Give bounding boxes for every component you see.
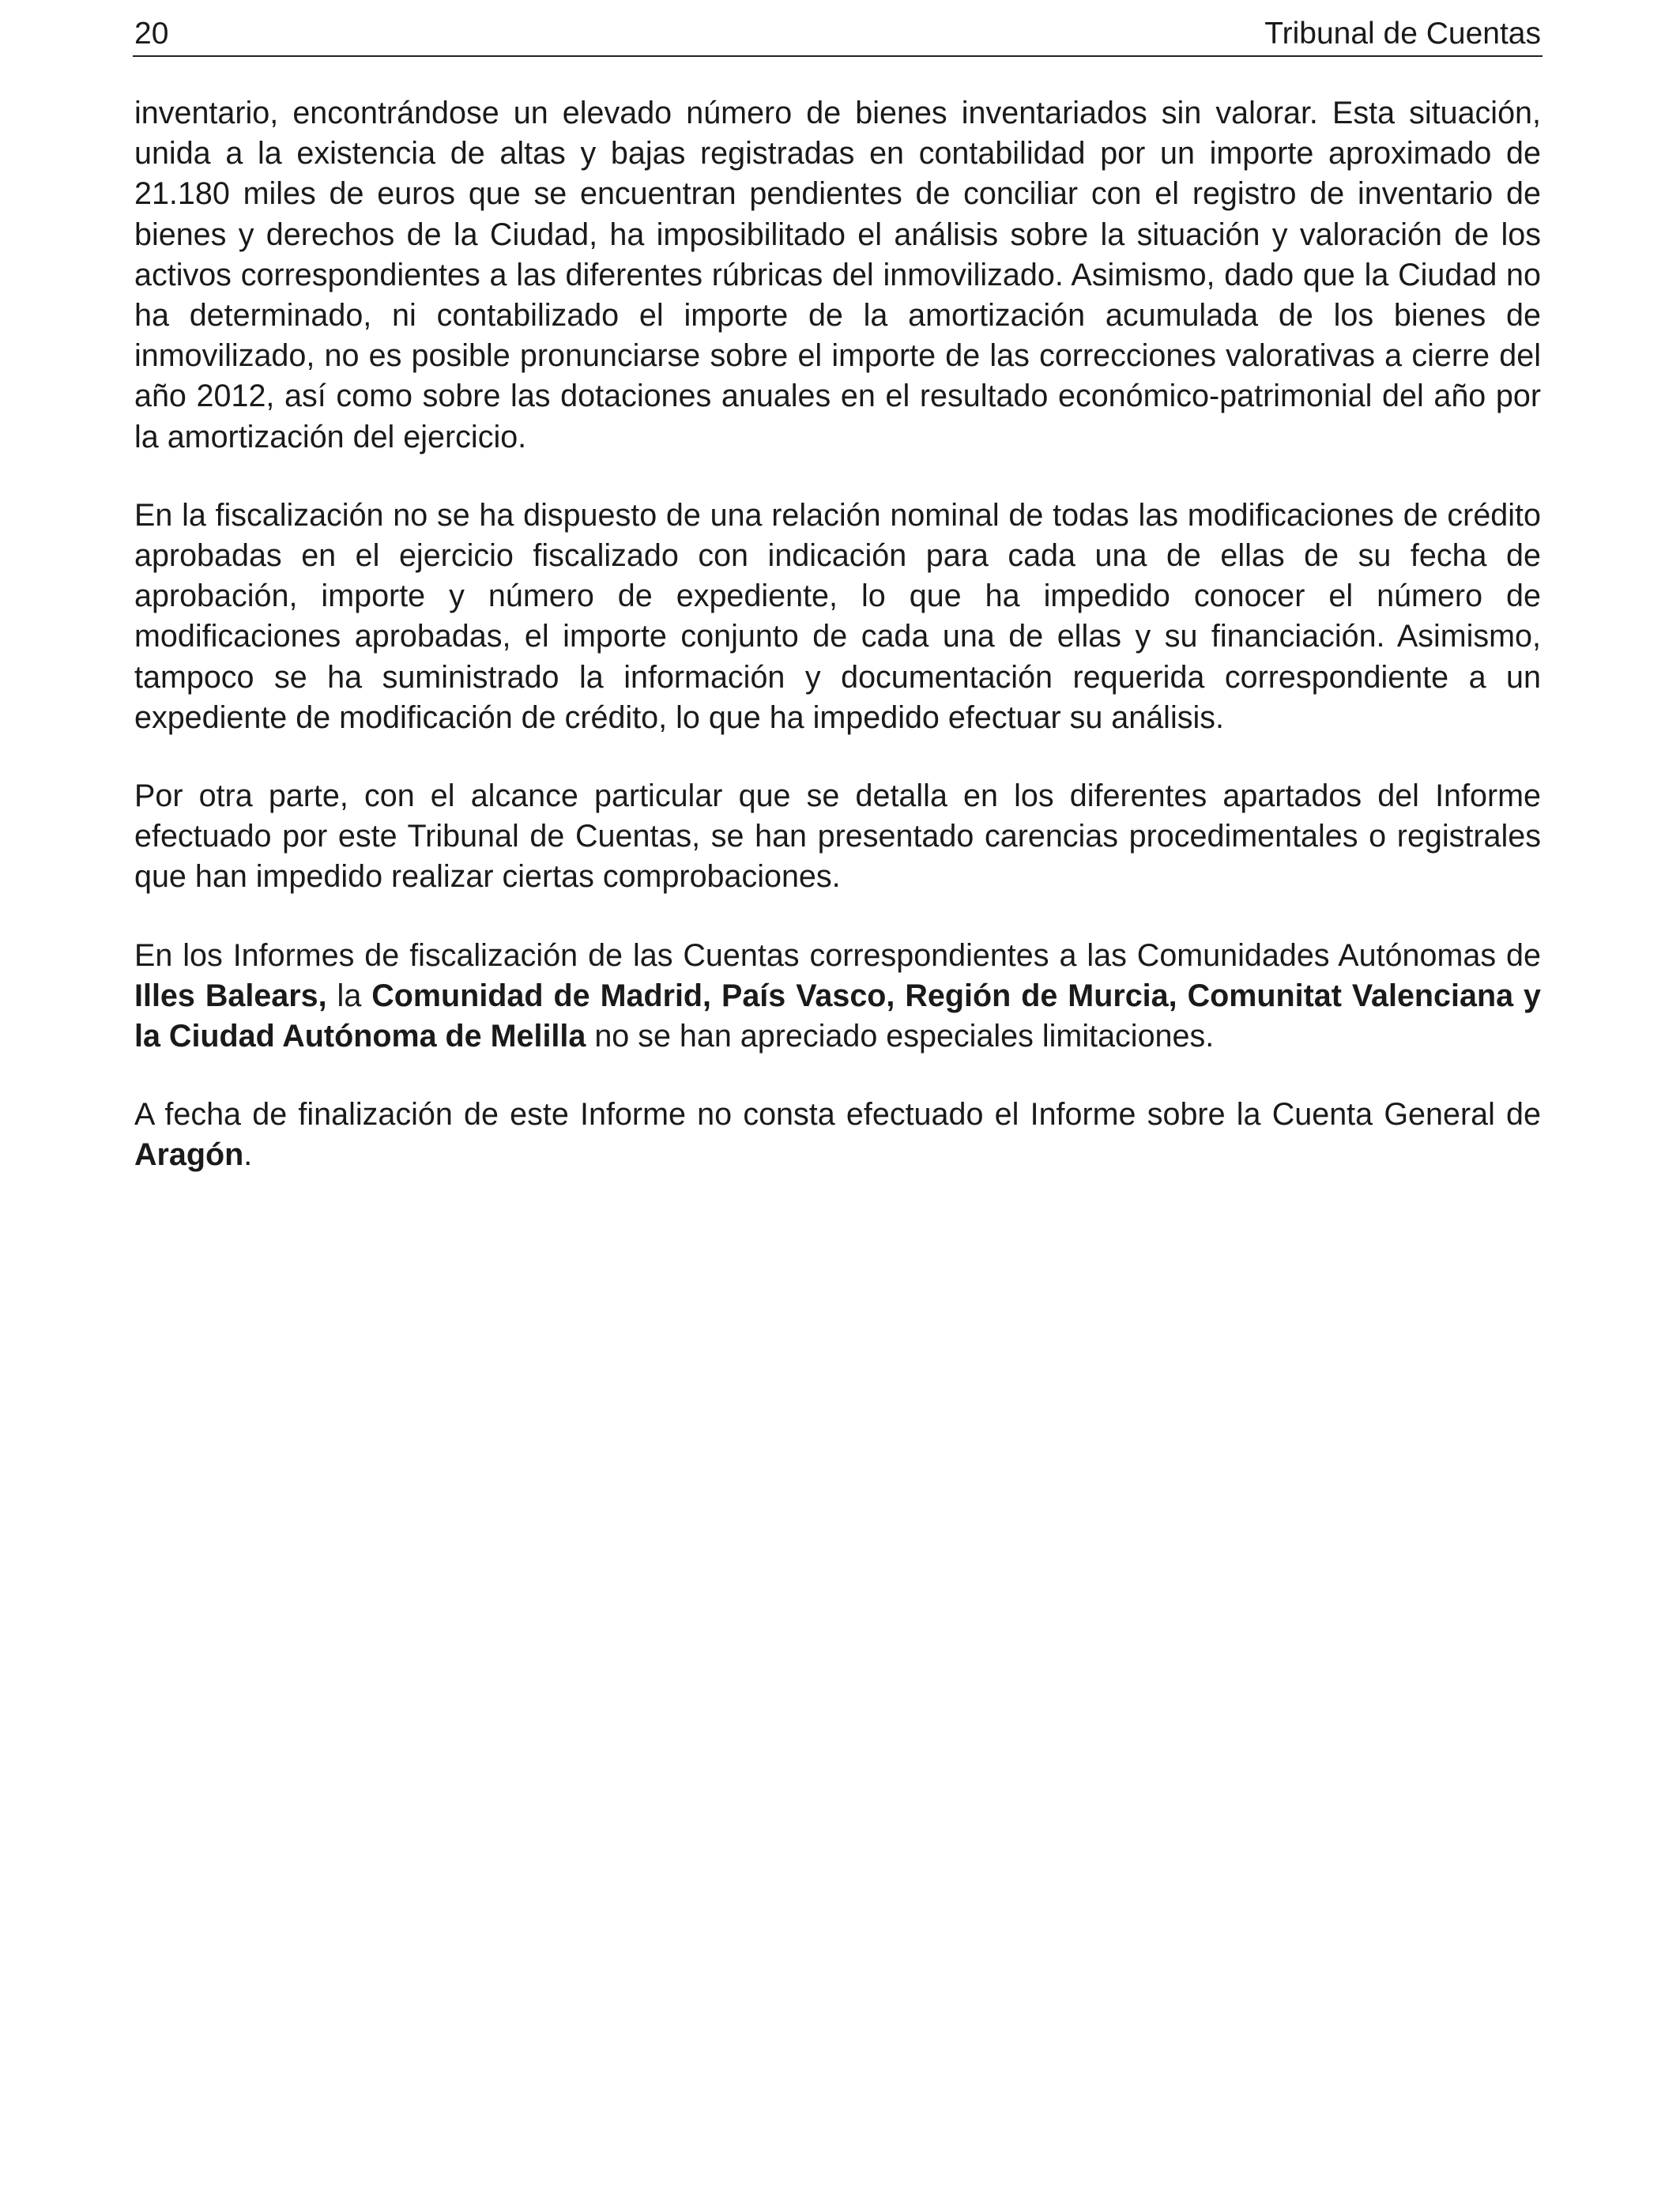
paragraph-4-bold-1: Illes Balears, [134,978,327,1013]
paragraph-3: Por otra parte, con el alcance particular que se detalla en los diferentes apartados del Informe efectuado por este Tribunal de Cuentas, se han presentado carencias procedimentales o registrales que han impedido realizar ciertas comprobaciones. [134,778,1541,895]
body-text [134,93,1541,1214]
paragraph-4-text-2: la [326,978,372,1013]
paragraph-4 [134,936,1541,1057]
paragraph-2: En la fiscalización no se ha dispuesto de una relación nominal de todas las modificaciones de crédito aprobadas en el ejercicio fiscalizado con indicación para cada una de ellas de su fecha de aprobación, importe y número de expediente, lo que ha impedido conocer el número de modificaciones aprobadas, el importe conjunto de cada una de ellas y su financiación. Asimismo, tampoco se ha suministrado la información y documentación requerida correspondiente a un expediente de modificación de crédito, lo que ha impedido efectuar su análisis. [134,497,1541,735]
paragraph-5-bold-1: Aragón [134,1137,244,1173]
paragraph-4-text-1: En los Informes de fiscalización de las Cuentas correspondientes a las Comunidades Autónomas de [134,937,1541,973]
paragraph-5-text-1: A fecha de finalización de este Informe no consta efectuado el Informe sobre la Cuenta General de [134,1097,1541,1133]
page-number: 20 [134,17,169,51]
running-title: Tribunal de Cuentas [1264,17,1541,51]
paragraph-1: inventario, encontrándose un elevado número de bienes inventariados sin valorar. Esta situación, unida a la existencia de altas y bajas registradas en contabilidad por un importe aproximado de 21.180 miles de euros que se encuentran pendientes de conciliar con el registro de inventario de bienes y derechos de la Ciudad, ha imposibilitado el análisis sobre la situación y valoración de los activos correspondientes a las diferentes rúbricas del inmovilizado. Asimismo, dado que la Ciudad no ha determinado, ni contabilizado el importe de la amortización acumulada de los bienes de inmovilizado, no es posible pronunciarse sobre el importe de las correcciones valorativas a cierre del año 2012, así como sobre las dotaciones anuales en el resultado económico-patrimonial del año por la amortización del ejercicio. [134,96,1541,454]
paragraph-5 [134,1095,1541,1175]
paragraph-4-text-3: no se han apreciado especiales limitaciones. [586,1019,1215,1054]
page-header [133,14,1543,57]
paragraph-4-bold-2: Comunidad de Madrid, País Vasco, Región de Murcia, Comunitat Valenciana y la Ciudad Autónoma de Melilla [134,978,1541,1054]
paragraph-5-text-2: . [243,1137,253,1173]
